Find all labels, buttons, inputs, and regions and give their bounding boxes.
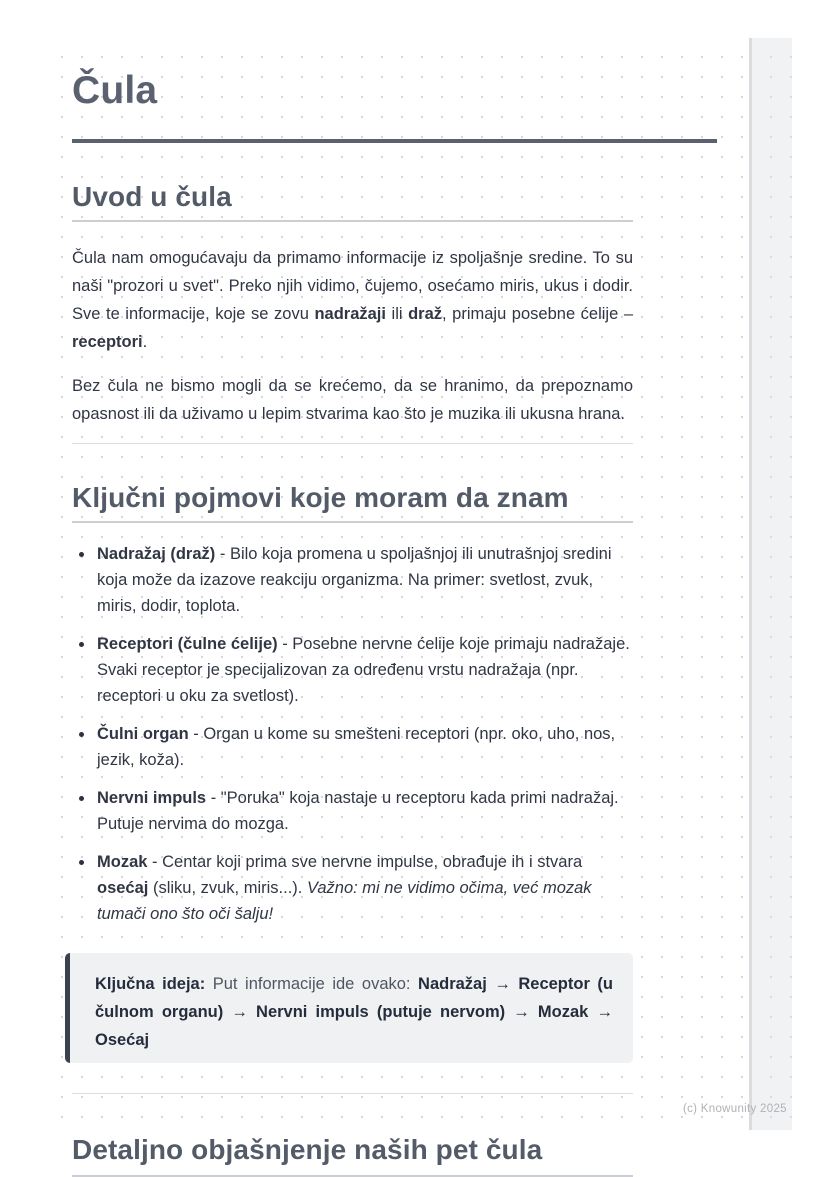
intro-paragraph-1: Čula nam omogućavaju da primamo informacije iz spoljašnje sredine. To su naši "prozori u svet". Preko njih vidimo, čujemo, osećamo miris, ukus i dodir. Sve te informacije, koje se zovu nadražaji ili draž, primaju posebne ćelije – receptori. xyxy=(72,249,634,351)
document-content xyxy=(72,38,717,1177)
key-terms-list xyxy=(72,541,633,927)
intro-paragraph-2: Bez čula ne bismo mogli da se krećemo, da se hranimo, da prepoznamo opasnost ili da uživamo u lepim stvarima kao što je muzika ili ukusna hrana. xyxy=(72,377,633,423)
list-item-receptori: • Receptori (čulne ćelije) - Posebne nervne ćelije koje primaju nadražaje. Svaki receptor je specijalizovan za određenu vrstu nadražaja (npr. receptori u oku za svetlost). xyxy=(95,631,633,709)
key-idea-callout: Ključna ideja: Put informacije ide ovako: Nadražaj → Receptor (u čulnom organu) → Nervni impuls (putuje nervom) → Mozak → Osećaj xyxy=(65,953,633,1063)
list-item-culni-organ: • Čulni organ - Organ u kome su smešteni receptori (npr. oko, uho, nos, jezik, koža). xyxy=(95,721,633,773)
watermark-text: (c) Knowunity 2025 xyxy=(683,1103,787,1115)
next-page-edge xyxy=(749,38,792,1130)
list-item-nervni-impuls: • Nervni impuls - "Poruka" koja nastaje u receptoru kada primi nadražaj. Putuje nervima do mozga. xyxy=(95,785,633,837)
document-page xyxy=(45,38,748,1165)
section-heading-key-terms: Ključni pojmovi koje moram da znam xyxy=(72,481,633,523)
section-divider xyxy=(72,1093,633,1094)
list-item-mozak: • Mozak - Centar koji prima sve nervne impulse, obrađuje ih i stvara osećaj (sliku, zvuk, miris...). Važno: mi ne vidimo očima, već mozak tumači ono što oči šalju! xyxy=(95,849,633,927)
section-heading-details: Detaljno objašnjenje naših pet čula xyxy=(72,1133,633,1177)
list-item-nadrazaj: • Nadražaj (draž) - Bilo koja promena u spoljašnjoj ili unutrašnjoj sredini koja može da izazove reakciju organizma. Na primer: svetlost, zvuk, miris, dodir, toplota. xyxy=(95,541,633,619)
section-divider xyxy=(72,443,633,444)
section-heading-intro: Uvod u čula xyxy=(72,180,633,222)
page-title: Čula xyxy=(72,38,717,143)
